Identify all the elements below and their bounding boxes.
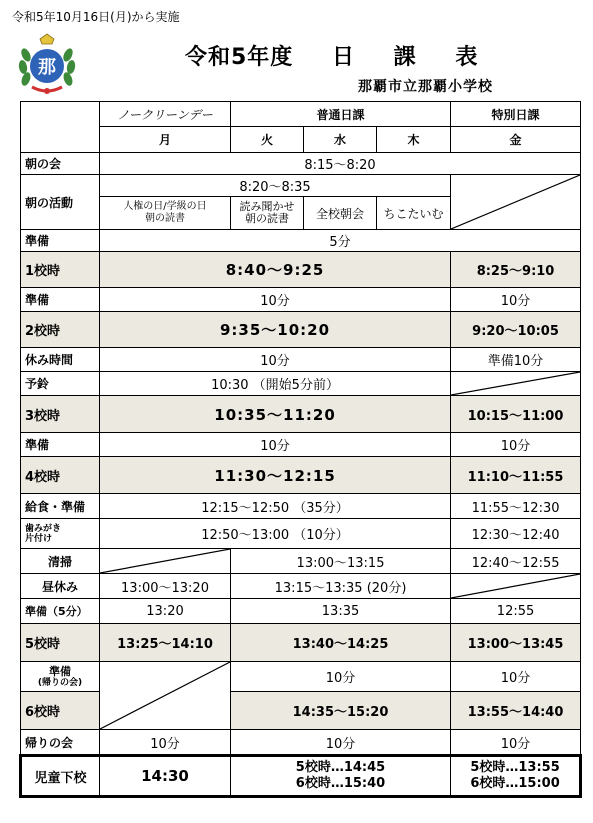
time-cell-regular: 12:50～13:00 （10分） (100, 519, 451, 549)
row-prep-1 (21, 230, 581, 252)
row-dismissal (21, 756, 581, 797)
time-cell-mon: 14:30 (100, 756, 231, 797)
row-label: 朝の会 (21, 153, 100, 175)
time-cell-special: 8:25～9:10 (451, 252, 581, 288)
time-cell-regular: 13:40～14:25 (231, 624, 451, 662)
row-label: 清掃 (21, 549, 100, 574)
row-label: 休み時間 (21, 348, 100, 372)
time-cell: 8:15～8:20 (100, 153, 581, 175)
row-break (21, 348, 581, 372)
activity-tue (231, 197, 304, 230)
time-cell-special: 10分 (451, 730, 581, 756)
row-prep-5 (21, 599, 581, 624)
time-cell-regular: 13:35 (231, 599, 451, 624)
row-period-1 (21, 252, 581, 288)
time-cell-regular: 10分 (231, 662, 451, 692)
row-label: 5校時 (21, 624, 100, 662)
title-char-1: 日 (331, 45, 355, 70)
activity-tue-line1: 読み聞かせ (239, 200, 295, 213)
dismissal-special-line2: 6校時…15:00 (470, 776, 560, 791)
title-char-3: 表 (455, 45, 479, 70)
corner-empty (21, 102, 100, 153)
dismissal-special-line1: 5校時…13:55 (470, 760, 560, 775)
row-label: 準備 (21, 288, 100, 312)
time-cell-regular: 10:30 （開始5分前） (100, 372, 451, 396)
time-cell-mon: 13:00～13:20 (100, 574, 231, 599)
group-header-mon: ノークリーンデー (100, 102, 231, 127)
time-cell-special: 12:40～12:55 (451, 549, 581, 574)
time-cell-special: 準備10分 (451, 348, 581, 372)
school-emblem-logo (18, 33, 76, 99)
row-label: 準備（5分） (21, 599, 100, 624)
activity-wed: 全校朝会 (304, 197, 377, 230)
row-prep-2 (21, 288, 581, 312)
time-cell-regular: 10:35～11:20 (100, 396, 451, 433)
row-label: 3校時 (21, 396, 100, 433)
time-cell-special: 10分 (451, 288, 581, 312)
group-header-regular: 普通日課 (231, 102, 451, 127)
day-header-tue: 火 (231, 127, 304, 153)
activity-mon-line2: 朝の読書 (145, 213, 185, 224)
svg-text:那: 那 (38, 57, 56, 78)
time-cell-mon: 13:25～14:10 (100, 624, 231, 662)
time-cell-special (451, 756, 581, 797)
time-cell-regular: 11:30～12:15 (100, 457, 451, 494)
row-cleaning (21, 549, 581, 574)
day-header-fri: 金 (451, 127, 581, 153)
dismissal-regular-line2: 6校時…15:40 (295, 776, 386, 791)
day-header-thu: 木 (377, 127, 451, 153)
effective-date-note: 令和5年10月16日(月)から実施 (12, 10, 180, 24)
activity-tue-line2: 朝の読書 (245, 212, 289, 225)
time-cell-regular: 13:00～13:15 (231, 549, 451, 574)
activity-mon-line1: 人権の日/学級の日 (123, 201, 207, 212)
time-cell-regular (231, 756, 451, 797)
activity-mon (100, 197, 231, 230)
row-label: 1校時 (21, 252, 100, 288)
row-label: 給食・準備 (21, 494, 100, 519)
row-label: 準備 (21, 230, 100, 252)
row-prep-6 (21, 662, 581, 692)
row-label: 6校時 (21, 692, 100, 730)
row-brushing (21, 519, 581, 549)
row-label-line1: 準備 (49, 664, 71, 678)
row-morning-meeting (21, 153, 581, 175)
time-cell-special: 13:00～13:45 (451, 624, 581, 662)
row-label: 昼休み (21, 574, 100, 599)
row-label-line2: 片付け (25, 533, 53, 544)
title-year: 令和5年度 (185, 45, 294, 70)
row-label: 準備 (21, 433, 100, 457)
page-title (185, 40, 478, 71)
school-name: 那覇市立那覇小学校 (358, 79, 493, 95)
group-header-special: 特別日課 (451, 102, 581, 127)
time-cell: 5分 (100, 230, 581, 252)
row-period-5 (21, 624, 581, 662)
time-cell-special: 11:10～11:55 (451, 457, 581, 494)
no-cleaning-diagonal-cell (100, 549, 231, 574)
row-label: 児童下校 (21, 756, 100, 797)
time-cell-regular: 10分 (100, 348, 451, 372)
row-morning-activity (21, 175, 581, 197)
no-bell-diagonal-cell (451, 372, 581, 396)
time-cell-special: 10分 (451, 662, 581, 692)
row-lunch (21, 494, 581, 519)
row-label: 2校時 (21, 312, 100, 348)
activity-thu: ちこたいむ (377, 197, 451, 230)
time-cell-special: 9:20～10:05 (451, 312, 581, 348)
time-cell-mon: 13:20 (100, 599, 231, 624)
day-header-wed: 水 (304, 127, 377, 153)
time-cell-mon: 10分 (100, 730, 231, 756)
time-cell-special: 11:55～12:30 (451, 494, 581, 519)
row-label: 帰りの会 (21, 730, 100, 756)
time-cell: 8:20～8:35 (100, 175, 451, 197)
row-bell (21, 372, 581, 396)
row-period-2 (21, 312, 581, 348)
time-cell-special: 12:55 (451, 599, 581, 624)
dismissal-regular-line1: 5校時…14:45 (295, 760, 386, 775)
time-cell-regular: 10分 (100, 433, 451, 457)
row-noon-break (21, 574, 581, 599)
time-cell-regular: 10分 (100, 288, 451, 312)
day-header-mon: 月 (100, 127, 231, 153)
time-cell-special: 10分 (451, 433, 581, 457)
time-cell-special: 12:30～12:40 (451, 519, 581, 549)
no-activity-diagonal-cell (451, 175, 581, 230)
time-cell-regular: 10分 (231, 730, 451, 756)
row-label (21, 662, 100, 692)
time-cell-special: 10:15～11:00 (451, 396, 581, 433)
title-char-2: 課 (393, 45, 417, 70)
row-label: 4校時 (21, 457, 100, 494)
time-cell-regular: 14:35～15:20 (231, 692, 451, 730)
row-end-meeting (21, 730, 581, 756)
no-noon-break-diagonal-cell (451, 574, 581, 599)
time-cell-regular: 9:35～10:20 (100, 312, 451, 348)
daily-schedule-table (19, 101, 582, 798)
time-cell-regular: 8:40～9:25 (100, 252, 451, 288)
row-prep-3 (21, 433, 581, 457)
row-label-line2: (帰りの会) (37, 677, 83, 688)
row-label (21, 519, 100, 549)
row-label: 朝の活動 (21, 175, 100, 230)
time-cell-regular: 13:15～13:35 (20分) (231, 574, 451, 599)
row-label-line1: 歯みがき (25, 523, 62, 534)
row-label: 予鈴 (21, 372, 100, 396)
row-period-3 (21, 396, 581, 433)
time-cell-special: 13:55～14:40 (451, 692, 581, 730)
no-sixth-period-diagonal-cell (100, 662, 231, 730)
row-period-4 (21, 457, 581, 494)
time-cell-regular: 12:15～12:50 （35分） (100, 494, 451, 519)
